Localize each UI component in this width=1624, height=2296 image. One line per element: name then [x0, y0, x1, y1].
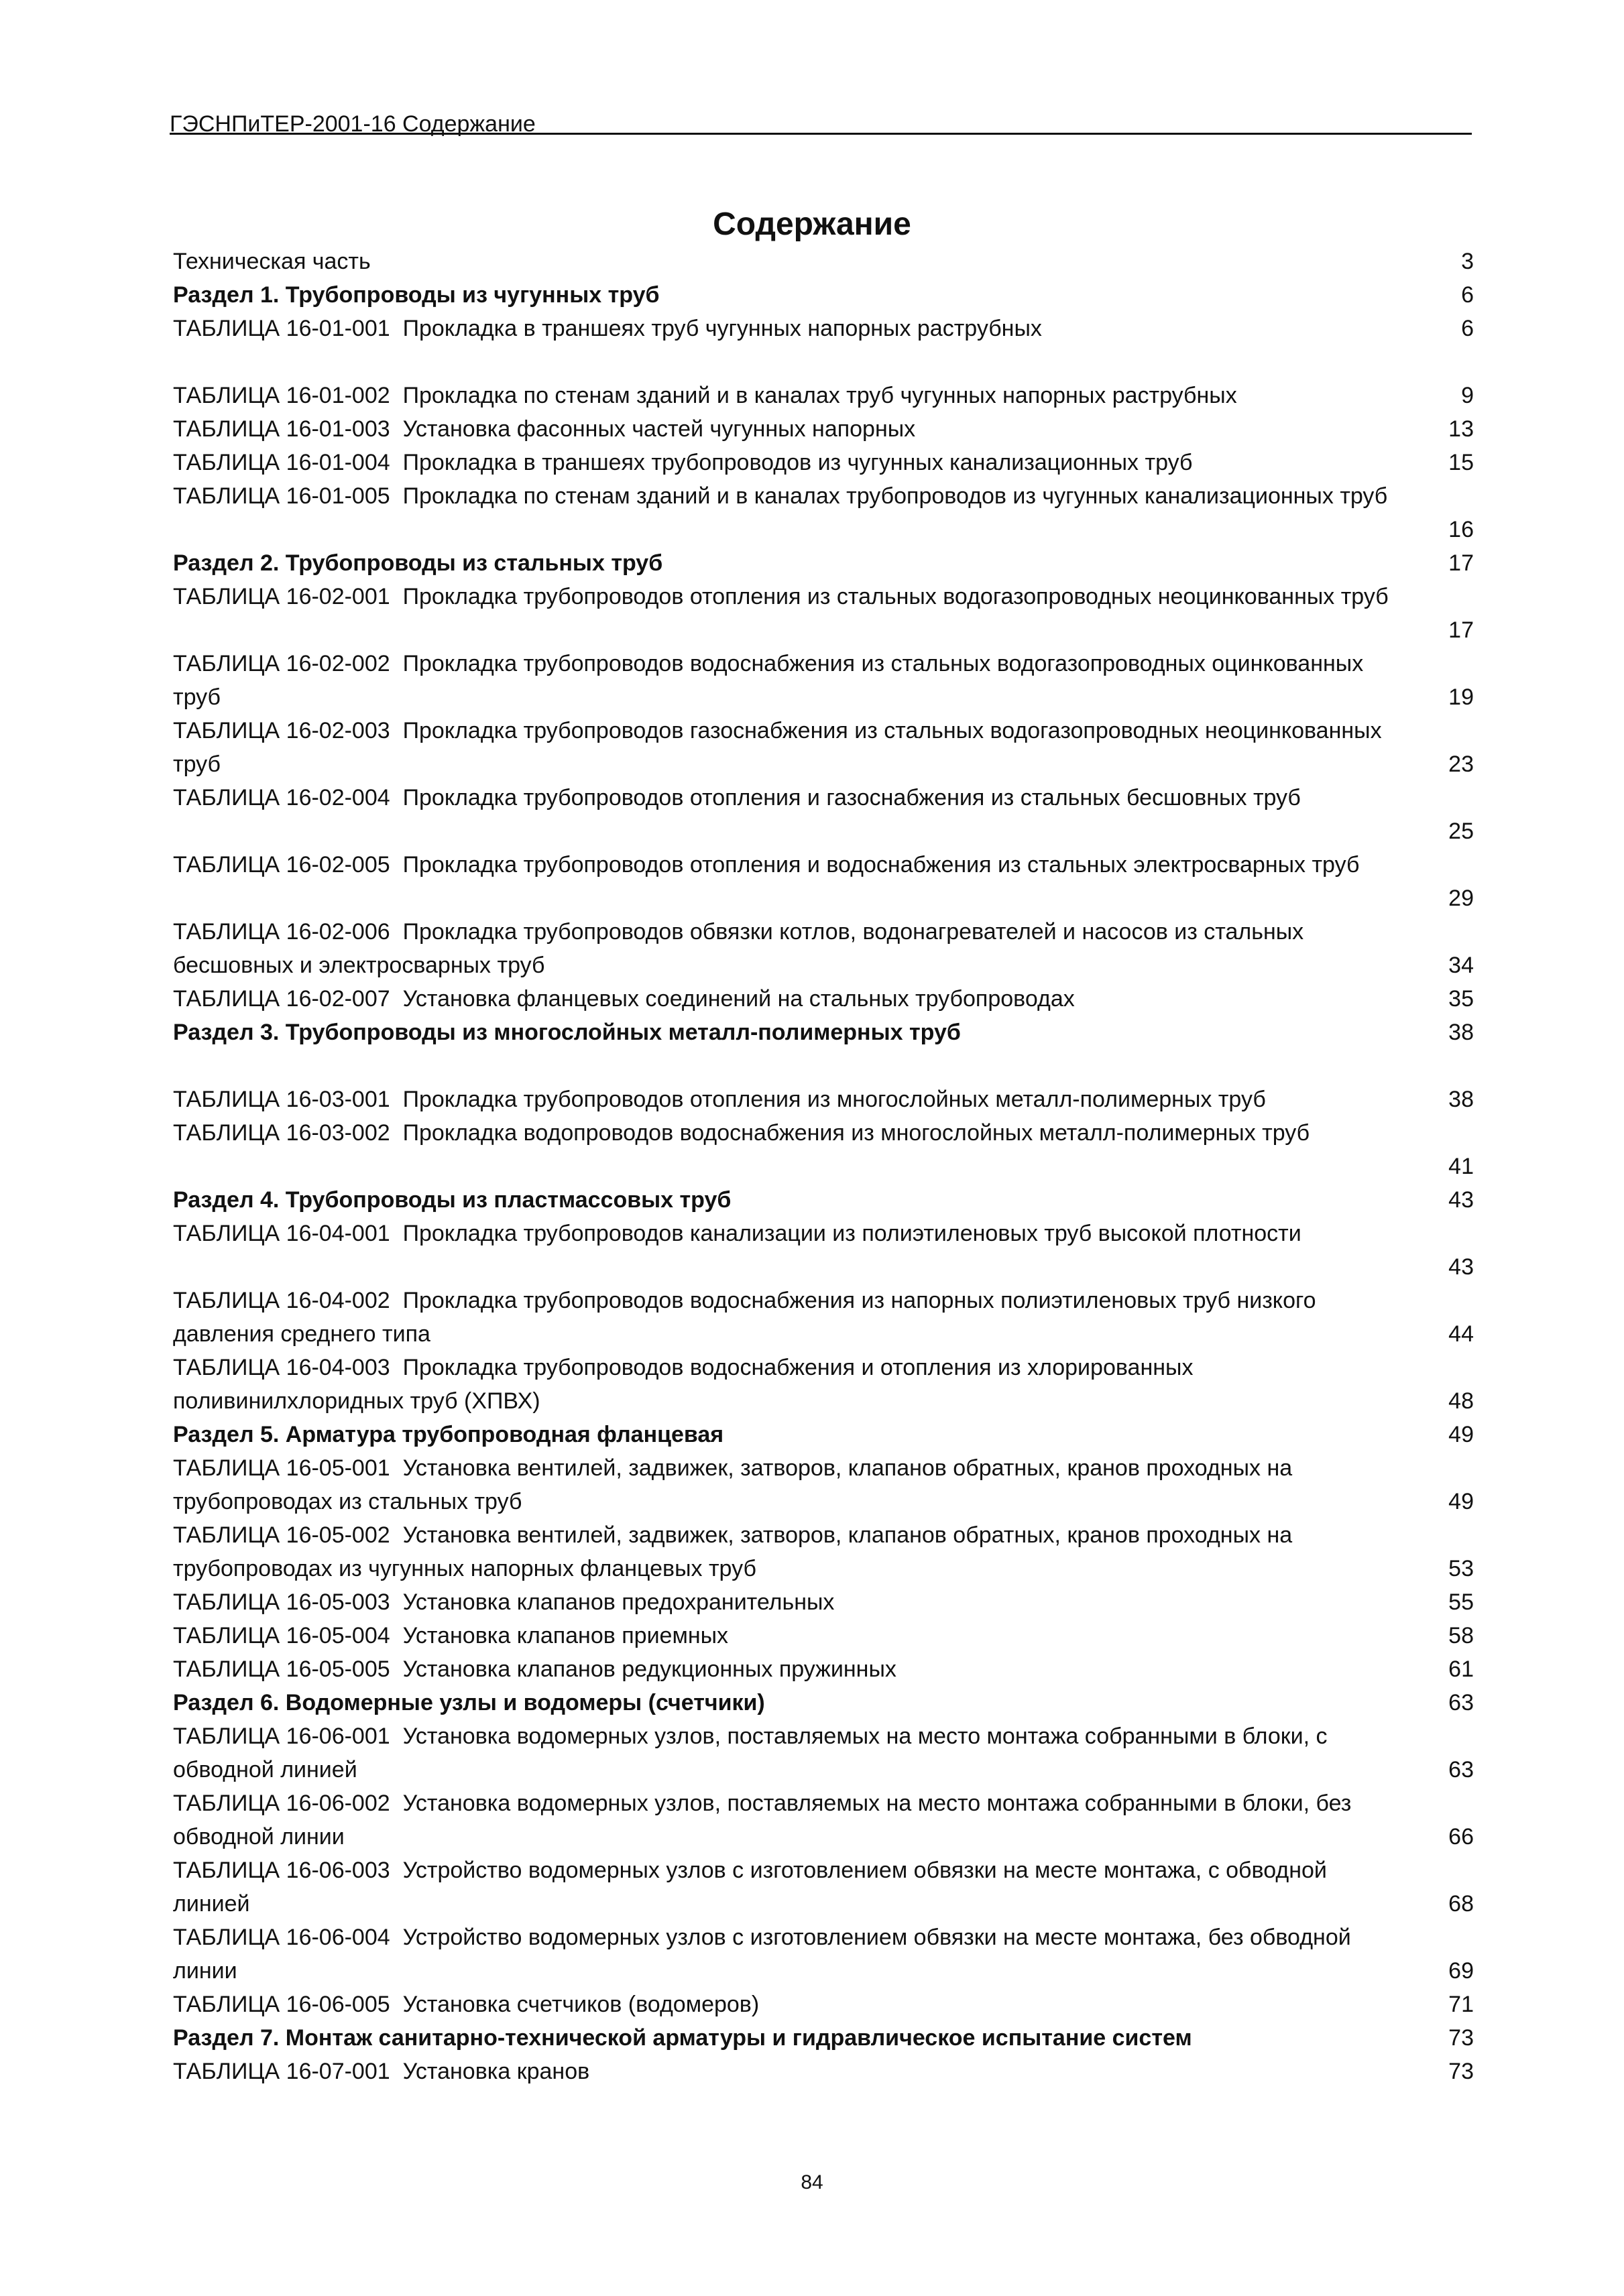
toc-table-code: ТАБЛИЦА 16-06-004 — [173, 1925, 390, 1950]
toc-entry[interactable] — [173, 479, 1474, 546]
toc-table-code: ТАБЛИЦА 16-01-001 — [173, 316, 390, 341]
toc-page-number: 73 — [1448, 2025, 1474, 2051]
toc-entry[interactable] — [173, 1351, 1474, 1418]
toc-entry[interactable] — [173, 1652, 1474, 1686]
toc-entry[interactable] — [173, 312, 1474, 345]
toc-section-title: Раздел 4. Трубопроводы из пластмассовых труб — [173, 1187, 732, 1213]
toc-page-number: 13 — [1448, 416, 1474, 442]
toc-entry-title: Установка водомерных узлов, поставляемых на место монтажа собранными в блоки, с обводной линией — [173, 1724, 1328, 1783]
toc-page-number: 48 — [1448, 1388, 1474, 1414]
toc-table-code: ТАБЛИЦА 16-03-002 — [173, 1120, 390, 1146]
toc-entry-title: Установка клапанов редукционных пружинных — [402, 1656, 896, 1682]
toc-entry-title: Установка вентилей, задвижек, затворов, клапанов обратных, кранов проходных на трубопроводах из чугунных напорных фланцевых труб — [173, 1522, 1293, 1581]
running-header: ГЭСНПиТЕР-2001-16 Содержание — [170, 111, 536, 137]
toc-table-code: ТАБЛИЦА 16-02-006 — [173, 919, 390, 945]
toc-section-entry[interactable] — [173, 1183, 1474, 1217]
toc-entry[interactable] — [173, 1083, 1474, 1116]
toc-entry-title: Прокладка трубопроводов газоснабжения из стальных водогазопроводных неоцинкованных труб — [173, 718, 1382, 777]
toc-entry-title: Прокладка трубопроводов канализации из полиэтиленовых труб высокой плотности — [402, 1221, 1301, 1246]
toc-section-title: Раздел 7. Монтаж санитарно-технической арматуры и гидравлическое испытание систем — [173, 2025, 1192, 2051]
toc-section-entry[interactable] — [173, 1686, 1474, 1719]
toc-entry[interactable] — [173, 1921, 1474, 1988]
toc-entry-title: Установка вентилей, задвижек, затворов, клапанов обратных, кранов проходных на трубопроводах из стальных труб — [173, 1455, 1293, 1514]
toc-table-code: ТАБЛИЦА 16-05-001 — [173, 1455, 390, 1481]
toc-section-title: Раздел 2. Трубопроводы из стальных труб — [173, 550, 663, 576]
toc-page-number: 16 — [1448, 517, 1474, 542]
toc-section-entry[interactable] — [173, 2021, 1474, 2055]
toc-entry-title: Прокладка в траншеях трубопроводов из чугунных канализационных труб — [402, 450, 1193, 475]
toc-entry-title: Прокладка трубопроводов отопления и газоснабжения из стальных бесшовных труб — [402, 785, 1301, 810]
toc-entry-title: Установка счетчиков (водомеров) — [402, 1992, 760, 2017]
table-of-contents — [173, 245, 1474, 2088]
toc-entry-title: Прокладка трубопроводов водоснабжения из стальных водогазопроводных оцинкованных труб — [173, 651, 1364, 710]
toc-page-number: 69 — [1448, 1958, 1474, 1984]
toc-entry[interactable] — [173, 1116, 1474, 1183]
toc-page-number: 38 — [1448, 1087, 1474, 1112]
toc-entry[interactable] — [173, 1719, 1474, 1787]
toc-entry-title: Прокладка в траншеях труб чугунных напорных раструбных — [402, 316, 1042, 341]
toc-section-entry[interactable] — [173, 546, 1474, 580]
toc-entry-title: Устройство водомерных узлов с изготовлением обвязки на месте монтажа, без обводной линии — [173, 1925, 1351, 1984]
toc-page-number: 49 — [1448, 1422, 1474, 1447]
toc-page-number: 17 — [1448, 617, 1474, 643]
toc-page-number: 34 — [1448, 953, 1474, 978]
toc-table-code: ТАБЛИЦА 16-03-001 — [173, 1087, 390, 1112]
toc-entry[interactable] — [173, 1284, 1474, 1351]
toc-table-code: ТАБЛИЦА 16-01-004 — [173, 450, 390, 475]
toc-page-number: 44 — [1448, 1321, 1474, 1347]
toc-entry[interactable] — [173, 982, 1474, 1016]
toc-page-number: 63 — [1448, 1690, 1474, 1715]
toc-page-number: 41 — [1448, 1154, 1474, 1179]
toc-table-code: ТАБЛИЦА 16-02-007 — [173, 986, 390, 1012]
toc-table-code: ТАБЛИЦА 16-05-003 — [173, 1589, 390, 1615]
toc-table-code: ТАБЛИЦА 16-02-004 — [173, 785, 390, 810]
toc-page-number: 15 — [1448, 450, 1474, 475]
toc-page-number: 55 — [1448, 1589, 1474, 1615]
toc-entry[interactable] — [173, 1217, 1474, 1284]
toc-entry[interactable] — [173, 1619, 1474, 1652]
toc-entry-title: Прокладка по стенам зданий и в каналах труб чугунных напорных раструбных — [402, 383, 1237, 408]
toc-entry-title: Техническая часть — [173, 249, 371, 274]
toc-table-code: ТАБЛИЦА 16-04-001 — [173, 1221, 390, 1246]
toc-page-number: 25 — [1448, 819, 1474, 844]
toc-page-number: 43 — [1448, 1187, 1474, 1213]
toc-entry[interactable] — [173, 915, 1474, 982]
toc-page-number: 3 — [1461, 249, 1474, 274]
toc-table-code: ТАБЛИЦА 16-07-001 — [173, 2059, 390, 2084]
toc-page-number: 49 — [1448, 1489, 1474, 1514]
toc-entry-title: Прокладка водопроводов водоснабжения из многослойных металл-полимерных труб — [402, 1120, 1310, 1146]
toc-entry[interactable] — [173, 245, 1474, 278]
toc-table-code: ТАБЛИЦА 16-05-004 — [173, 1623, 390, 1648]
toc-page-number: 17 — [1448, 550, 1474, 576]
toc-entry[interactable] — [173, 1854, 1474, 1921]
toc-page-number: 66 — [1448, 1824, 1474, 1850]
toc-page-number: 58 — [1448, 1623, 1474, 1648]
toc-entry-title: Установка фасонных частей чугунных напорных — [402, 416, 916, 442]
toc-entry-title: Прокладка трубопроводов обвязки котлов, водонагревателей и насосов из стальных бесшовных и электросварных труб — [173, 919, 1304, 978]
toc-table-code: ТАБЛИЦА 16-06-001 — [173, 1724, 390, 1749]
toc-entry[interactable] — [173, 1451, 1474, 1518]
toc-page-number: 6 — [1461, 316, 1474, 341]
toc-page-number: 73 — [1448, 2059, 1474, 2084]
toc-page-number: 53 — [1448, 1556, 1474, 1581]
toc-entry-title: Прокладка трубопроводов отопления и водоснабжения из стальных электросварных труб — [402, 852, 1360, 878]
toc-table-code: ТАБЛИЦА 16-04-003 — [173, 1355, 390, 1380]
toc-entry[interactable] — [173, 1988, 1474, 2021]
toc-page-number: 29 — [1448, 886, 1474, 911]
toc-table-code: ТАБЛИЦА 16-02-001 — [173, 584, 390, 609]
toc-table-code: ТАБЛИЦА 16-02-005 — [173, 852, 390, 878]
toc-entry[interactable] — [173, 781, 1474, 848]
toc-table-code: ТАБЛИЦА 16-02-003 — [173, 718, 390, 743]
toc-entry[interactable] — [173, 1585, 1474, 1619]
toc-entry-title: Прокладка трубопроводов водоснабжения и отопления из хлорированных поливинилхлоридных труб (ХПВХ) — [173, 1355, 1194, 1414]
toc-entry-title: Устройство водомерных узлов с изготовлением обвязки на месте монтажа, с обводной линией — [173, 1858, 1327, 1917]
toc-table-code: ТАБЛИЦА 16-01-005 — [173, 483, 390, 509]
toc-page-number: 6 — [1461, 282, 1474, 308]
toc-section-title: Раздел 3. Трубопроводы из многослойных металл-полимерных труб — [173, 1020, 961, 1045]
toc-entry[interactable] — [173, 714, 1474, 781]
toc-page-number: 9 — [1461, 383, 1474, 408]
toc-page-number: 35 — [1448, 986, 1474, 1012]
toc-page-number: 63 — [1448, 1757, 1474, 1783]
toc-entry-title: Прокладка трубопроводов отопления из стальных водогазопроводных неоцинкованных труб — [402, 584, 1389, 609]
toc-page-number: 38 — [1448, 1020, 1474, 1045]
toc-entry-title: Установка фланцевых соединений на стальных трубопроводах — [402, 986, 1075, 1012]
toc-table-code: ТАБЛИЦА 16-06-002 — [173, 1791, 390, 1816]
toc-table-code: ТАБЛИЦА 16-01-002 — [173, 383, 390, 408]
toc-page-number: 71 — [1448, 1992, 1474, 2017]
toc-table-code: ТАБЛИЦА 16-02-002 — [173, 651, 390, 676]
toc-entry[interactable] — [173, 848, 1474, 915]
toc-entry-title: Установка водомерных узлов, поставляемых на место монтажа собранными в блоки, без обводной линии — [173, 1791, 1352, 1850]
toc-table-code: ТАБЛИЦА 16-05-002 — [173, 1522, 390, 1548]
toc-entry-title: Установка кранов — [402, 2059, 590, 2084]
toc-entry[interactable] — [173, 2055, 1474, 2088]
toc-entry[interactable] — [173, 412, 1474, 446]
toc-table-code: ТАБЛИЦА 16-06-003 — [173, 1858, 390, 1883]
page-title: Содержание — [713, 206, 911, 242]
page-number: 84 — [801, 2171, 823, 2193]
toc-page-number: 19 — [1448, 684, 1474, 710]
toc-page-number: 23 — [1448, 751, 1474, 777]
toc-page-number: 43 — [1448, 1254, 1474, 1280]
toc-entry-title: Прокладка по стенам зданий и в каналах трубопроводов из чугунных канализационных труб — [402, 483, 1388, 509]
toc-entry[interactable] — [173, 1518, 1474, 1585]
toc-entry-title: Установка клапанов приемных — [402, 1623, 729, 1648]
toc-entry-title: Прокладка трубопроводов водоснабжения из напорных полиэтиленовых труб низкого давления среднего типа — [173, 1288, 1316, 1347]
header-rule — [170, 133, 1472, 135]
toc-entry[interactable] — [173, 647, 1474, 714]
toc-page-number: 61 — [1448, 1656, 1474, 1682]
toc-section-entry[interactable] — [173, 278, 1474, 312]
toc-table-code: ТАБЛИЦА 16-04-002 — [173, 1288, 390, 1313]
toc-section-title: Раздел 1. Трубопроводы из чугунных труб — [173, 282, 660, 308]
toc-page-number: 68 — [1448, 1891, 1474, 1917]
toc-table-code: ТАБЛИЦА 16-05-005 — [173, 1656, 390, 1682]
toc-section-entry[interactable] — [173, 1418, 1474, 1451]
toc-entry-title: Установка клапанов предохранительных — [402, 1589, 835, 1615]
toc-section-title: Раздел 6. Водомерные узлы и водомеры (счетчики) — [173, 1690, 765, 1715]
toc-entry[interactable] — [173, 446, 1474, 479]
toc-table-code: ТАБЛИЦА 16-01-003 — [173, 416, 390, 442]
toc-table-code: ТАБЛИЦА 16-06-005 — [173, 1992, 390, 2017]
toc-section-title: Раздел 5. Арматура трубопроводная фланцевая — [173, 1422, 724, 1447]
toc-entry[interactable] — [173, 1787, 1474, 1854]
toc-entry-title: Прокладка трубопроводов отопления из многослойных металл-полимерных труб — [402, 1087, 1266, 1112]
toc-entry[interactable] — [173, 379, 1474, 412]
toc-section-entry[interactable] — [173, 1016, 1474, 1049]
toc-entry[interactable] — [173, 580, 1474, 647]
